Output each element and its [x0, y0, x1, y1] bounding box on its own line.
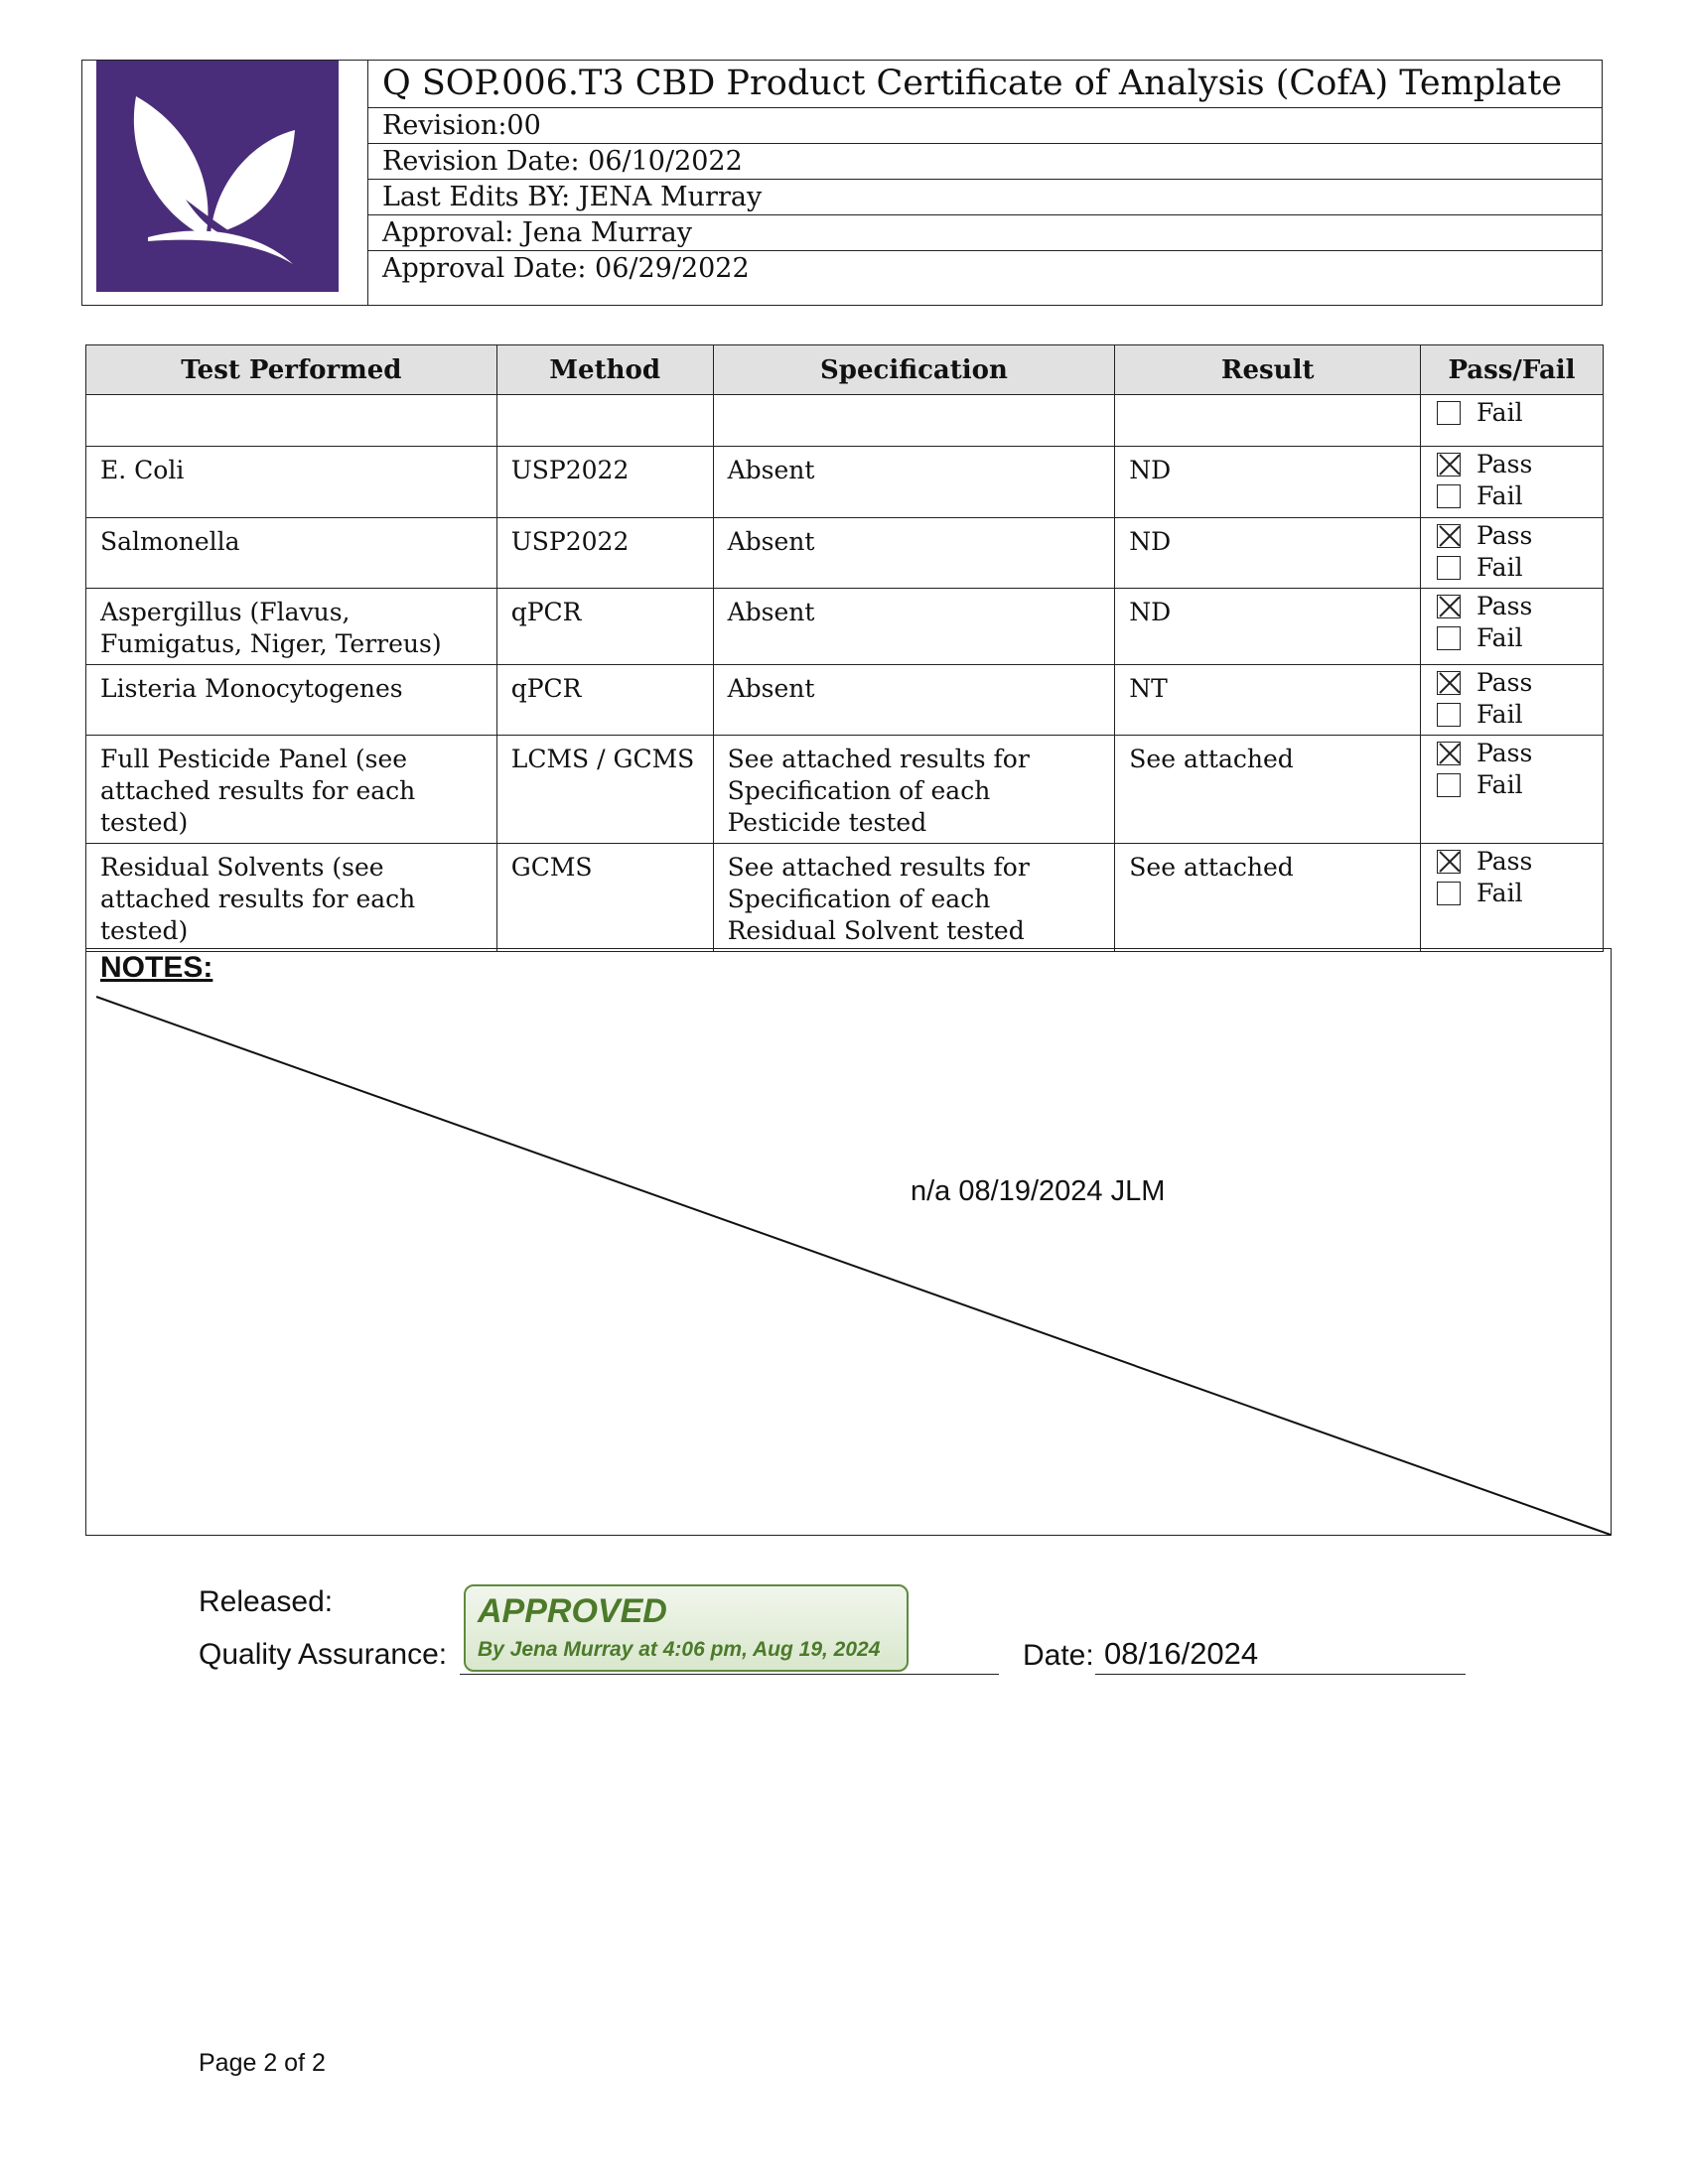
pass-fail-cell — [1421, 395, 1604, 447]
spec-cell: Absent — [713, 447, 1115, 518]
result-cell: ND — [1115, 518, 1421, 589]
fail-label: Fail — [1477, 770, 1523, 799]
released-label: Released: — [199, 1585, 334, 1618]
method-cell: USP2022 — [496, 518, 713, 589]
fail-checkbox[interactable] — [1437, 401, 1461, 425]
logo-cell — [82, 61, 368, 305]
pass-option[interactable] — [1437, 591, 1589, 622]
date-value: 08/16/2024 — [1104, 1636, 1259, 1671]
pass-fail-cell — [1421, 447, 1604, 518]
spec-cell: Absent — [713, 665, 1115, 736]
pass-fail-cell — [1421, 844, 1604, 952]
notes-title: NOTES: — [100, 951, 213, 984]
pass-checkbox[interactable] — [1437, 742, 1461, 765]
qa-signature-line — [460, 1674, 999, 1675]
test-cell — [86, 395, 497, 447]
header-method: Method — [496, 345, 713, 395]
pass-fail-cell — [1421, 665, 1604, 736]
method-cell: qPCR — [496, 665, 713, 736]
test-cell: Residual Solvents (see attached results for each tested) — [86, 844, 497, 952]
results-table — [85, 344, 1604, 952]
pass-option[interactable] — [1437, 667, 1589, 699]
table-row — [86, 589, 1604, 665]
notes-text: n/a 08/19/2024 JLM — [911, 1175, 1166, 1207]
fail-option[interactable] — [1437, 622, 1589, 654]
result-cell: ND — [1115, 589, 1421, 665]
fail-option[interactable] — [1437, 769, 1589, 801]
fail-label: Fail — [1477, 553, 1523, 582]
approval-line: Approval: Jena Murray — [368, 215, 1602, 251]
method-cell: LCMS / GCMS — [496, 736, 713, 844]
table-row — [86, 518, 1604, 589]
header-test-performed: Test Performed — [86, 345, 497, 395]
pass-option[interactable] — [1437, 738, 1589, 769]
fail-label: Fail — [1477, 700, 1523, 729]
result-cell: See attached — [1115, 736, 1421, 844]
table-row — [86, 395, 1604, 447]
pass-option[interactable] — [1437, 846, 1589, 878]
pass-label: Pass — [1477, 668, 1533, 697]
fail-checkbox[interactable] — [1437, 556, 1461, 580]
spec-cell: Absent — [713, 518, 1115, 589]
pass-checkbox[interactable] — [1437, 671, 1461, 695]
header-pass-fail: Pass/Fail — [1421, 345, 1604, 395]
pass-option[interactable] — [1437, 520, 1589, 552]
revision-date-line: Revision Date: 06/10/2022 — [368, 144, 1602, 180]
test-cell: E. Coli — [86, 447, 497, 518]
test-cell: Aspergillus (Flavus, Fumigatus, Niger, Terreus) — [86, 589, 497, 665]
document-title: Q SOP.006.T3 CBD Product Certificate of Analysis (CofA) Template — [368, 61, 1602, 108]
method-cell — [496, 395, 713, 447]
test-cell: Full Pesticide Panel (see attached results for each tested) — [86, 736, 497, 844]
header-result: Result — [1115, 345, 1421, 395]
pass-label: Pass — [1477, 847, 1533, 876]
pass-checkbox[interactable] — [1437, 453, 1461, 477]
pass-option[interactable] — [1437, 449, 1589, 480]
approved-stamp — [464, 1584, 909, 1672]
method-cell: GCMS — [496, 844, 713, 952]
fail-option[interactable] — [1437, 552, 1589, 584]
pass-label: Pass — [1477, 450, 1533, 478]
fail-label: Fail — [1477, 398, 1523, 427]
fail-checkbox[interactable] — [1437, 703, 1461, 727]
qa-label: Quality Assurance: — [199, 1638, 448, 1671]
fail-option[interactable] — [1437, 699, 1589, 731]
date-line — [1095, 1674, 1466, 1675]
method-cell: qPCR — [496, 589, 713, 665]
table-header-row — [86, 345, 1604, 395]
stamp-title: APPROVED — [478, 1592, 667, 1630]
last-edits-line: Last Edits BY: JENA Murray — [368, 180, 1602, 215]
table-row — [86, 736, 1604, 844]
spec-cell: See attached results for Specification of each Pesticide tested — [713, 736, 1115, 844]
stamp-by-line: By Jena Murray at 4:06 pm, Aug 19, 2024 — [478, 1638, 881, 1661]
revision-line: Revision:00 — [368, 108, 1602, 144]
fail-label: Fail — [1477, 623, 1523, 652]
result-cell: ND — [1115, 447, 1421, 518]
fail-option[interactable] — [1437, 878, 1589, 909]
fail-checkbox[interactable] — [1437, 626, 1461, 650]
fail-option[interactable] — [1437, 397, 1589, 429]
result-cell — [1115, 395, 1421, 447]
table-row — [86, 844, 1604, 952]
test-cell: Salmonella — [86, 518, 497, 589]
pass-fail-cell — [1421, 589, 1604, 665]
fail-label: Fail — [1477, 481, 1523, 510]
table-row — [86, 665, 1604, 736]
fail-checkbox[interactable] — [1437, 882, 1461, 905]
strike-through-line — [86, 949, 1613, 1537]
spec-cell: See attached results for Specification of each Residual Solvent tested — [713, 844, 1115, 952]
pass-checkbox[interactable] — [1437, 524, 1461, 548]
notes-box — [85, 948, 1612, 1536]
pass-checkbox[interactable] — [1437, 850, 1461, 874]
approval-date-line: Approval Date: 06/29/2022 — [382, 253, 750, 284]
table-row — [86, 447, 1604, 518]
method-cell: USP2022 — [496, 447, 713, 518]
pass-fail-cell — [1421, 518, 1604, 589]
fail-option[interactable] — [1437, 480, 1589, 512]
header-specification: Specification — [713, 345, 1115, 395]
fail-checkbox[interactable] — [1437, 484, 1461, 508]
page-number: Page 2 of 2 — [199, 2049, 326, 2077]
pass-label: Pass — [1477, 739, 1533, 767]
test-cell: Listeria Monocytogenes — [86, 665, 497, 736]
document-header — [81, 60, 1603, 306]
pass-label: Pass — [1477, 592, 1533, 620]
spec-cell: Absent — [713, 589, 1115, 665]
result-cell: NT — [1115, 665, 1421, 736]
spec-cell — [713, 395, 1115, 447]
fail-checkbox[interactable] — [1437, 773, 1461, 797]
leaf-logo-icon — [96, 61, 339, 292]
pass-fail-cell — [1421, 736, 1604, 844]
fail-label: Fail — [1477, 879, 1523, 907]
pass-checkbox[interactable] — [1437, 595, 1461, 618]
date-label: Date: — [1023, 1639, 1094, 1672]
pass-label: Pass — [1477, 521, 1533, 550]
result-cell: See attached — [1115, 844, 1421, 952]
